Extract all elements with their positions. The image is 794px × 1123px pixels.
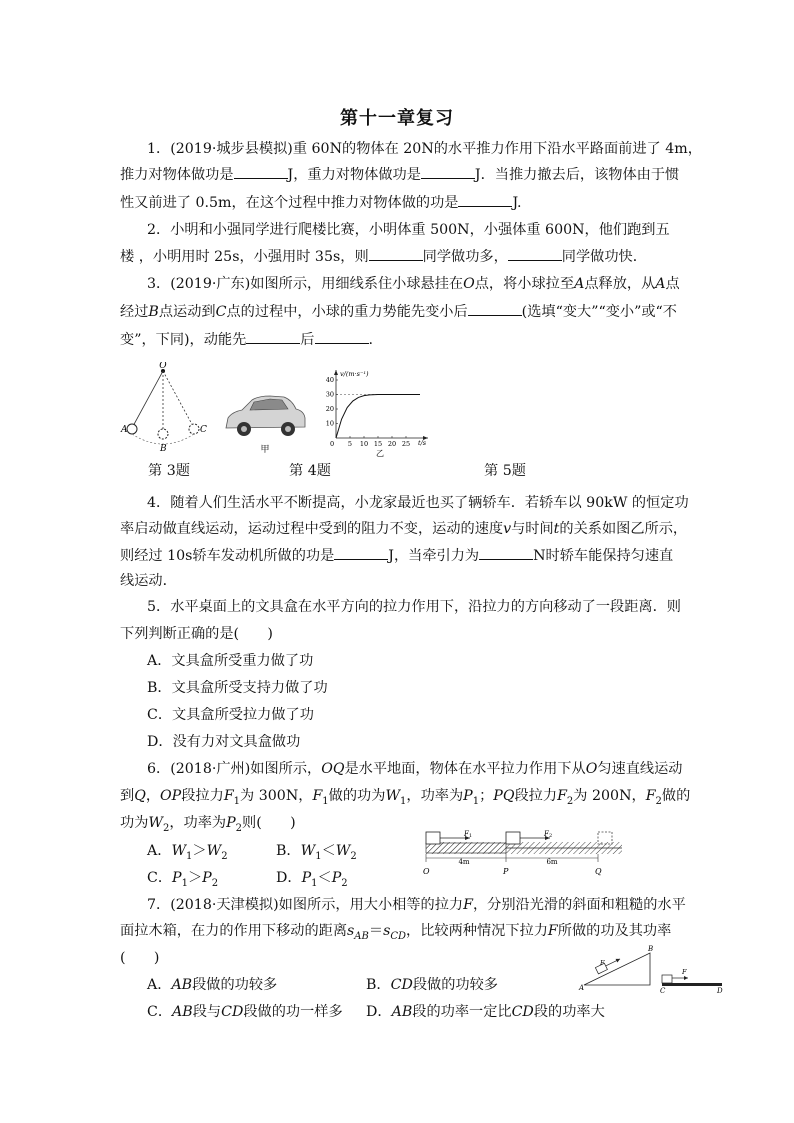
block-p xyxy=(506,832,520,844)
caption-fig5: 第 5题 xyxy=(484,463,526,479)
q7-option-a: A．AB段做的功较多 xyxy=(147,977,278,993)
q7-figure xyxy=(578,945,728,993)
y-tick-label: 40 xyxy=(325,376,334,384)
y-tick-label: 10 xyxy=(325,419,334,428)
svg-text:F: F xyxy=(600,959,605,967)
svg-text:D: D xyxy=(717,987,723,993)
pendulum-figure xyxy=(118,362,208,457)
q5-option-b: B．文具盒所受支持力做了功 xyxy=(147,680,328,696)
q6-option-c: C．$P_1>P_2$ xyxy=(147,870,219,889)
vt-graph xyxy=(318,366,430,458)
q6-line2: 到Q，OP段拉力$F_1$为 300N，$F_1$做的功为$W_1$，功率为$P_1$；PQ段拉力$F_2$为 200N，$F_2$做的 xyxy=(120,788,691,807)
q3-line3: 变”，下同)，动能先 后 . xyxy=(120,332,374,348)
svg-text:F: F xyxy=(682,968,687,976)
answer-blank xyxy=(479,546,533,560)
q6-option-b: B．$W_1<W_2$ xyxy=(276,843,357,862)
x-tick-label: 10 xyxy=(359,440,369,448)
y-axis-label: v/(m·s⁻¹) xyxy=(340,370,369,378)
q6-line3: 功为$W_2$，功率为$P_2$则( ) xyxy=(120,815,296,834)
q4-line3: 则经过 10s轿车发动机所做的功是 J，当牵引力为 N时轿车能保持匀速直 xyxy=(120,548,674,564)
q6-line1: 6．(2018·广州)如图所示，OQ是水平地面，物体在水平拉力作用下从O匀速直线运动 xyxy=(147,761,683,777)
q5-option-c: C．文具盒所受拉力做了功 xyxy=(147,707,314,723)
caption-fig3: 第 3题 xyxy=(148,463,190,479)
q3-line2: 经过B点运动到C点的过程中，小球的重力势能先变小后 (选填“变大”“变小”或“不 xyxy=(120,304,677,320)
answer-blank xyxy=(234,165,288,179)
q5-option-d: D．没有力对文具盒做功 xyxy=(147,734,301,750)
q2-line2: 楼 ，小明用时 25s，小强用时 35s，则 同学做功多， 同学做功快． xyxy=(120,249,647,265)
svg-text:A: A xyxy=(579,984,585,992)
page-title: 第十一章复习 xyxy=(340,108,454,129)
q5-line1: 5．水平桌面上的文具盒在水平方向的拉力作用下，沿拉力的方向移动了一段距离．则 xyxy=(147,599,681,615)
label-b: B xyxy=(160,444,167,454)
q7-option-b: B．CD段做的功较多 xyxy=(366,977,498,993)
answer-blank xyxy=(315,330,369,344)
q5-option-a: A．文具盒所受重力做了功 xyxy=(147,653,314,669)
answer-blank xyxy=(334,546,388,560)
svg-text:1: 1 xyxy=(469,833,473,839)
caption-fig4: 第 4题 xyxy=(289,463,331,479)
block-o xyxy=(426,832,440,844)
answer-blank xyxy=(468,302,522,316)
svg-text:Q: Q xyxy=(595,867,602,876)
q3-line1: 3．(2019·广东)如图所示，用细线系住小球悬挂在O点，将小球拉至A点释放，从A点 xyxy=(147,276,680,292)
label-c: C xyxy=(200,425,207,435)
ball-a xyxy=(127,424,137,434)
answer-blank xyxy=(508,247,562,261)
answer-blank xyxy=(458,193,512,207)
ball-b xyxy=(158,429,168,439)
svg-text:6m: 6m xyxy=(546,858,558,866)
label-a: A xyxy=(121,425,128,435)
q1-line3: 性又前进了 0.5m，在这个过程中推力对物体做的功是 J. xyxy=(120,195,522,211)
svg-text:F: F xyxy=(544,830,549,838)
origin-label: 0 xyxy=(330,440,335,448)
x-tick-label: 15 xyxy=(373,440,383,448)
svg-text:4m: 4m xyxy=(458,858,470,866)
q1-line1: 1．(2019·城步县模拟)重 60N的物体在 20N的水平推力作用下沿水平路面前进了 4m， xyxy=(147,141,702,157)
incline xyxy=(584,953,650,985)
q2-line1: 2．小明和小强同学进行爬楼比赛，小明体重 500N，小强体重 600N，他们跑到五 xyxy=(147,222,670,238)
x-tick-label: 25 xyxy=(401,440,411,448)
svg-text:O: O xyxy=(423,867,430,876)
q7-line3: ( ) xyxy=(120,950,160,966)
x-axis-label: t/s xyxy=(418,439,427,447)
svg-text:F: F xyxy=(464,830,469,838)
y-tick-label: 30 xyxy=(325,390,334,399)
q6-option-a: A．$W_1>W_2$ xyxy=(147,843,228,862)
q7-option-c: C．AB段与CD段做的功一样多 xyxy=(147,1004,343,1020)
answer-blank xyxy=(421,165,475,179)
q4-line2: 率启动做直线运动，运动过程中受到的阻力不变，运动的速度v与时间t的关系如图乙所示， xyxy=(120,521,688,537)
q6-option-d: D．$P_1<P_2$ xyxy=(276,870,348,889)
car-label: 甲 xyxy=(260,445,270,455)
q6-figure xyxy=(418,828,628,878)
answer-blank xyxy=(369,247,423,261)
q7-line2: 面拉木箱，在力的作用下移动的距离$s_{AB}=s_{CD}$，比较两种情况下拉力F所做的功及其功率 xyxy=(120,923,672,942)
q4-line1: 4．随着人们生活水平不断提高，小龙家最近也买了辆轿车．若轿车以 90kW 的恒定功 xyxy=(147,495,689,511)
label-o: O xyxy=(159,362,167,371)
q7-line1: 7．(2018·天津模拟)如图所示，用大小相等的拉力F，分别沿光滑的斜面和粗糙的水平 xyxy=(147,897,686,913)
flat-box xyxy=(662,975,672,983)
svg-text:B: B xyxy=(648,945,654,953)
answer-blank xyxy=(246,330,300,344)
rough-segment-op xyxy=(426,843,506,853)
svg-text:P: P xyxy=(503,867,509,876)
ball-c xyxy=(189,424,199,434)
q5-line2: 下列判断正确的是( ) xyxy=(120,626,273,642)
car-figure xyxy=(222,384,308,456)
graph-sublabel: 乙 xyxy=(376,449,384,458)
svg-text:2: 2 xyxy=(549,833,553,839)
q4-line4: 线运动． xyxy=(120,573,177,589)
q1-line2: 推力对物体做功是 J，重力对物体做功是 J．当推力撤去后，该物体由于惯 xyxy=(120,167,680,183)
svg-text:C: C xyxy=(660,987,666,993)
q7-option-d: D．AB段的功率一定比CD段的功率大 xyxy=(366,1004,605,1020)
rough-ground xyxy=(662,983,722,986)
y-tick-label: 20 xyxy=(325,405,334,413)
x-tick-label: 20 xyxy=(387,440,397,448)
series-line-v xyxy=(336,395,420,439)
x-tick-label: 5 xyxy=(347,440,353,448)
